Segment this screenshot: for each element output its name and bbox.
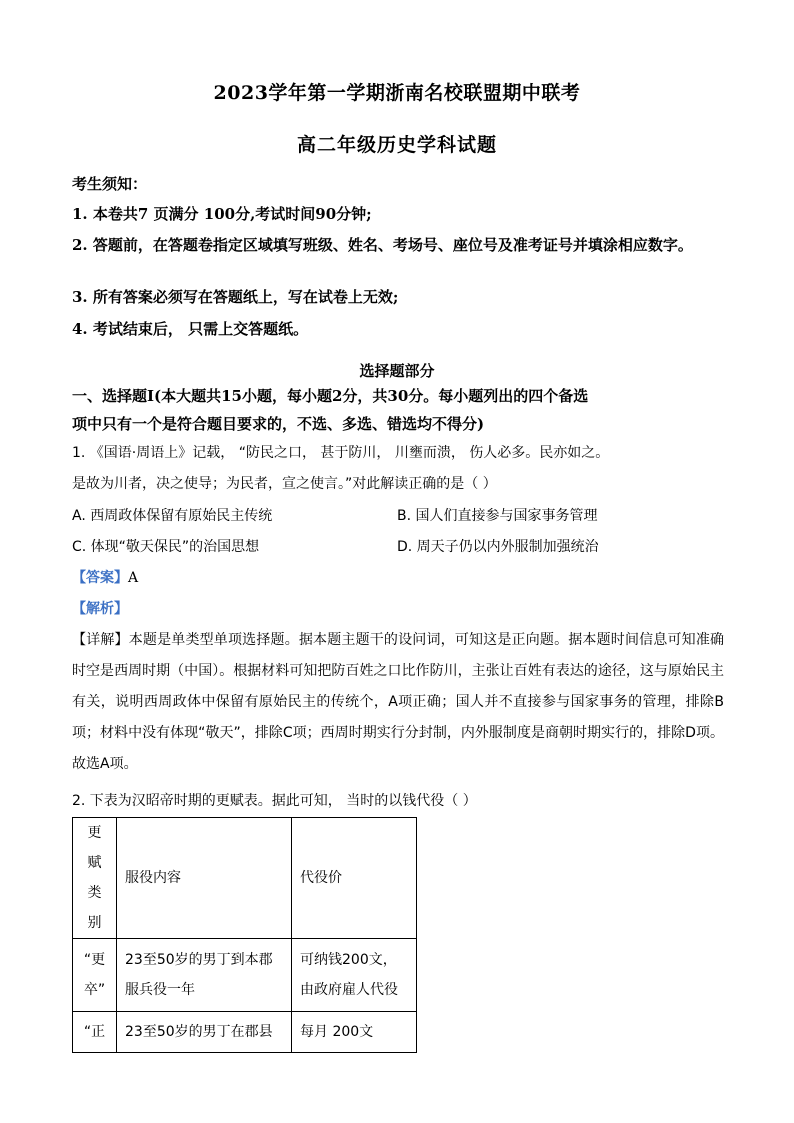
answer-tag: 答案 — [86, 570, 114, 586]
table-row — [73, 1012, 417, 1053]
q1-option-c: C. 体现“敬天保民”的治国思想 — [72, 539, 260, 555]
q1-option-d: D. 周天子仍以内外服制加强统治 — [397, 539, 599, 555]
analysis-tag: 解析 — [86, 601, 114, 617]
table-header-cell: 服役内容 — [117, 818, 292, 939]
q1-stem-line2: 是故为川者，决之使导；为民者，宣之使言。”对此解读正确的是（ ） — [72, 476, 497, 492]
table-cell: 23至50岁的男丁到本郡服兵役一年 — [117, 939, 292, 1012]
section-instruction-line1: 一、选择题Ⅰ(本大题共15小题，每小题2分，共30分。每小题列出的四个备选 — [72, 387, 589, 405]
table-cell: 每月 200文 — [292, 1012, 417, 1053]
q1-option-a: A. 西周政体保留有原始民主传统 — [72, 508, 273, 524]
notice-item-1: 1. 本卷共7 页满分 100分,考试时间90分钟; — [72, 205, 372, 223]
table-cell: 23至50岁的男丁在郡县 — [117, 1012, 292, 1053]
notice-item-4: 4. 考试结束后， 只需上交答题纸。 — [72, 320, 309, 338]
table-cell: “正 — [73, 1012, 117, 1053]
notice-item-3: 3. 所有答案必须写在答题纸上，写在试卷上无效; — [72, 288, 399, 306]
table-row — [73, 939, 417, 1012]
q1-answer: 【答案】A — [72, 570, 139, 586]
section-title: 选择题部分 — [359, 362, 435, 380]
q1-option-b: B. 国人们直接参与国家事务管理 — [397, 508, 598, 524]
tax-table — [72, 817, 417, 1053]
q1-stem-line1: 1. 《国语·周语上》记载， “防民之口， 甚于防川， 川壅而溃， 伤人必多。民亦如之。 — [72, 445, 610, 461]
answer-value: A — [128, 570, 139, 586]
table-cell: 可纳钱200文，由政府雇人代役 — [292, 939, 417, 1012]
exam-subtitle: 高二年级历史学科试题 — [296, 134, 497, 156]
notice-item-2: 2. 答题前，在答题卷指定区域填写班级、姓名、考场号、座位号及准考证号并填涂相应数字。 — [72, 236, 693, 254]
q2-stem: 2. 下表为汉昭帝时期的更赋表。据此可知， 当时的以钱代役（ ） — [72, 793, 477, 809]
table-header-cell: 更赋类别 — [73, 818, 117, 939]
section-instruction-line2: 项中只有一个是符合题目要求的，不选、多选、错选均不得分) — [72, 415, 485, 433]
table-header-row — [73, 818, 417, 939]
table-cell: “更卒” — [73, 939, 117, 1012]
notice-heading: 考生须知： — [72, 175, 148, 193]
detail-tag: 详解 — [86, 632, 115, 648]
q1-detail: 【详解】本题是单类型单项选择题。据本题主题干的设问词，可知这是正向题。据本题时间信息可知准确时空是西周时期（中国）。根据材料可知把防百姓之口比作防川，主张让百姓有表达的途径，这与原始民主有关，说明西周政体中保留有原始民主的传统个，A项正确；国人并不直接参与国家事务的管理，排除B项；材料中没有体现“敬天”，排除C项；西周时期实行分封制，内外服制度是商朝时期实行的，排除D项。故选A项。 — [72, 632, 725, 772]
detail-text: 本题是单类型单项选择题。据本题主题干的设问词，可知这是正向题。据本题时间信息可知准确时空是西周时期（中国）。根据材料可知把防百姓之口比作防川，主张让百姓有表达的途径，这与原始民主有关，说明西周政体中保留有原始民主的传统个，A项正确；国人并不直接参与国家事务的管理，排除B项；材料中没有体现“敬天”，排除C项；西周时期实行分封制，内外服制度是商朝时期实行的，排除D项。故选A项。 — [72, 632, 725, 772]
exam-title: 2023学年第一学期浙南名校联盟期中联考 — [213, 82, 581, 104]
table-header-cell: 代役价 — [292, 818, 417, 939]
q1-analysis: 【解析】 — [72, 601, 128, 617]
